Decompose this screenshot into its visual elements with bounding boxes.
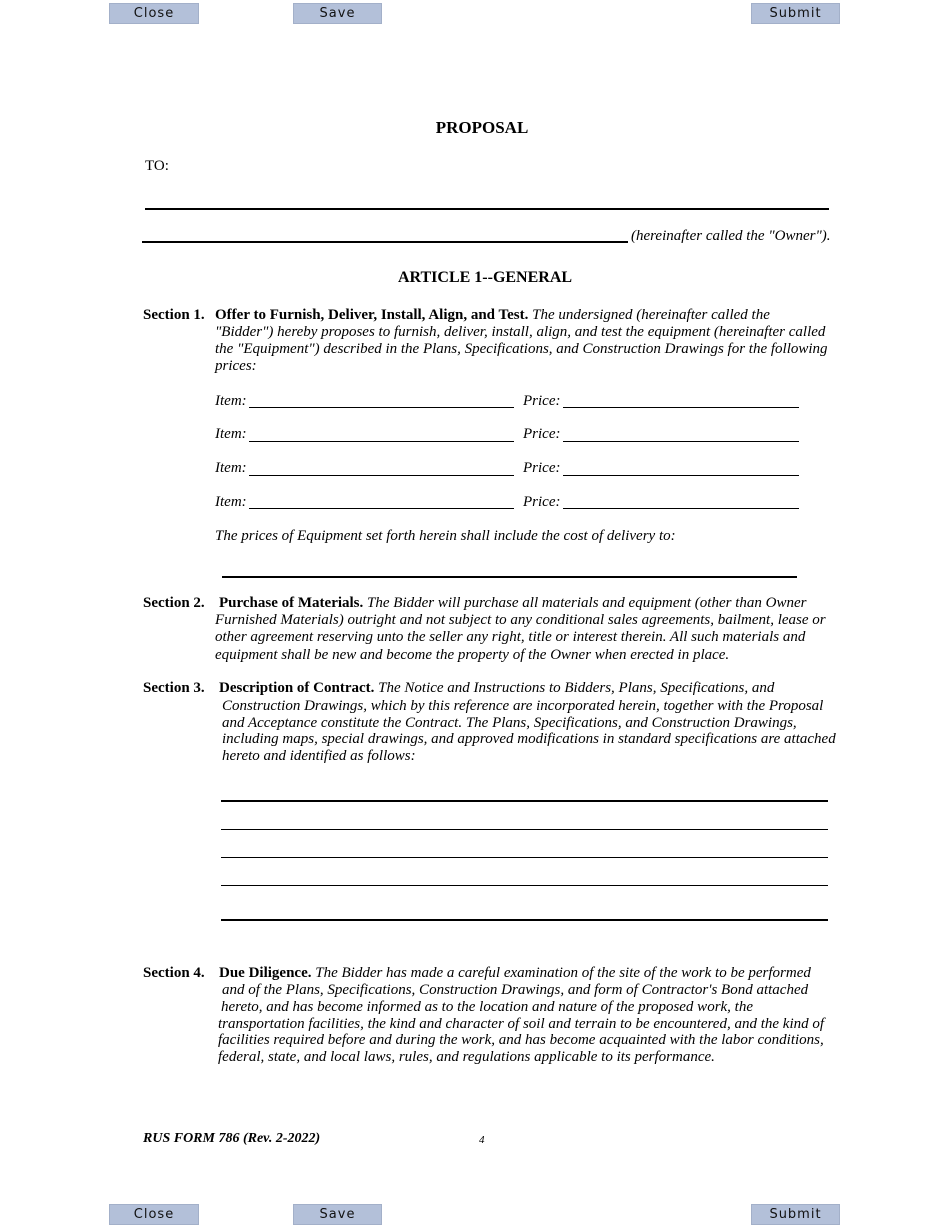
section-4-first-line [219, 965, 811, 982]
section-2-label: Section 2. [143, 595, 205, 611]
section-4-heading: Due Diligence. [219, 965, 312, 981]
contract-docs-field[interactable] [221, 919, 828, 921]
section-1-text-line: "Bidder") hereby proposes to furnish, deliver, install, align, and test the equipment (hereinafter called [215, 324, 826, 340]
contract-docs-field[interactable] [221, 857, 828, 858]
section-4-text-line: and of the Plans, Specifications, Construction Drawings, and form of Contractor's Bond attached [222, 982, 809, 998]
price-label: Price: [523, 494, 561, 510]
section-4-text-line: hereto, and has become informed as to the location and nature of the proposed work, the [221, 999, 754, 1015]
section-2-heading: Purchase of Materials. [219, 595, 364, 611]
section-3-text-line: including maps, special drawings, and approved modifications in standard specifications are attached [222, 731, 836, 747]
section-3-text-line: The Notice and Instructions to Bidders, Plans, Specifications, and [378, 680, 775, 696]
item-field[interactable] [249, 508, 514, 509]
delivery-field[interactable] [222, 576, 797, 578]
save-button[interactable]: Save [293, 3, 382, 24]
article-heading: ARTICLE 1--GENERAL [397, 269, 573, 286]
item-field[interactable] [249, 475, 514, 476]
save-button[interactable]: Save [293, 1204, 382, 1225]
contract-docs-field[interactable] [221, 829, 828, 830]
close-button[interactable]: Close [109, 3, 199, 24]
item-field[interactable] [249, 407, 514, 408]
to-field-line-1[interactable] [145, 208, 829, 210]
section-4-text-line: facilities required before and during the work, and has become acquainted with the labor conditions, [218, 1032, 824, 1048]
section-3-label: Section 3. [143, 680, 205, 696]
price-field[interactable] [563, 508, 799, 509]
section-4-text-line: federal, state, and local laws, rules, and regulations applicable to its performance. [218, 1049, 715, 1065]
item-label: Item: [215, 494, 247, 510]
form-number: RUS FORM 786 (Rev. 2-2022) [143, 1131, 321, 1146]
delivery-text: The prices of Equipment set forth herein shall include the cost of delivery to: [215, 528, 676, 544]
section-1-heading: Offer to Furnish, Deliver, Install, Align, and Test. [215, 307, 529, 323]
section-3-heading: Description of Contract. [219, 680, 375, 696]
submit-button[interactable]: Submit [751, 1204, 840, 1225]
section-2-text-line: equipment shall be new and become the property of the Owner when erected in place. [215, 647, 730, 663]
section-2-text-line: other agreement reserving unto the seller any right, title or interest therein. All such materials and [215, 629, 806, 645]
section-2-text-line: The Bidder will purchase all materials and equipment (other than Owner [367, 595, 807, 611]
section-4-label: Section 4. [143, 965, 205, 981]
section-3-text-line: hereto and identified as follows: [222, 748, 416, 764]
section-1-text-line: The undersigned (hereinafter called the [532, 307, 770, 323]
section-4-text-line: The Bidder has made a careful examination of the site of the work to be performed [315, 965, 811, 981]
price-field[interactable] [563, 441, 799, 442]
section-2-text-line: Furnished Materials) outright and not subject to any conditional sales agreements, bailment, lease or [215, 612, 826, 628]
price-field[interactable] [563, 407, 799, 408]
section-3-text-line: Construction Drawings, which by this reference are incorporated herein, together with the Proposal [222, 698, 824, 714]
contract-docs-field[interactable] [221, 885, 828, 886]
section-1-label: Section 1. [143, 307, 205, 323]
section-2-first-line [219, 595, 806, 612]
submit-button[interactable]: Submit [751, 3, 840, 24]
contract-docs-field[interactable] [221, 800, 828, 802]
section-3-text-line: and Acceptance constitute the Contract. The Plans, Specifications, and Construction Drawings, [222, 715, 797, 731]
price-field[interactable] [563, 475, 799, 476]
section-3-first-line [219, 680, 774, 697]
price-label: Price: [523, 393, 561, 409]
page-number: 4 [479, 1134, 485, 1146]
owner-suffix: (hereinafter called the "Owner"). [631, 228, 831, 244]
close-button[interactable]: Close [109, 1204, 199, 1225]
section-1-first-line [215, 307, 770, 324]
item-label: Item: [215, 426, 247, 442]
section-4-text-line: transportation facilities, the kind and character of soil and terrain to be encountered, and the kind of [218, 1016, 825, 1032]
item-field[interactable] [249, 441, 514, 442]
item-label: Item: [215, 460, 247, 476]
to-label: TO: [145, 158, 169, 174]
to-field-line-2[interactable] [142, 241, 628, 243]
price-label: Price: [523, 460, 561, 476]
section-1-text-line: the "Equipment") described in the Plans, Specifications, and Construction Drawings for the following [215, 341, 828, 357]
item-label: Item: [215, 393, 247, 409]
section-1-text-line: prices: [215, 358, 257, 374]
page-title: PROPOSAL [435, 118, 529, 137]
price-label: Price: [523, 426, 561, 442]
